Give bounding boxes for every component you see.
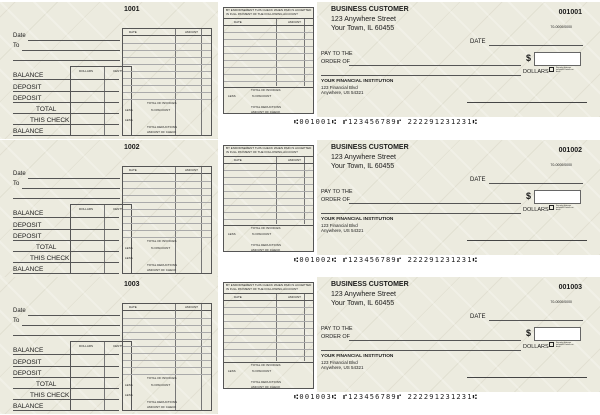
balance-label: BALANCE [13,210,44,217]
payment-voucher: BY ENDORSEMENT THIS CHECK WHEN PAID IS ACCEPTED IN FULL PAYMENT OF THE FOLLOWING ACCOUNT DATE AMOUNT TOTAL OF INVOICES LESS % DISCOUNT TOTAL DEDUCTIONS AMOUNT OF CHECK [223,145,314,252]
business-street: 123 Anywhere Street [331,154,396,161]
dollars-label: DOLLARS [523,344,549,350]
stub-memo-line[interactable] [13,198,120,199]
check-row [0,277,600,414]
check-date-line[interactable] [489,45,583,46]
security-note: Security features included. Details on back. [556,342,574,349]
payee-line[interactable] [349,340,521,341]
security-note: Security features included. Details on back. [556,67,574,74]
stub-number: 1002 [124,144,140,151]
stub-invoice-ledger: DATE AMOUNT TOTAL OF INVOICES LESS % DISCOUNT LESS TOTAL DEDUCTIONS AMOUNT OF CHECK [122,303,212,411]
amount-words-line[interactable] [321,350,521,351]
this-check-label: THIS CHECK [30,255,70,262]
check-date-label: DATE [470,314,486,320]
business-name: BUSINESS CUSTOMER [331,144,409,151]
check-row [0,2,600,139]
amount-words-line[interactable] [321,213,521,214]
business-name: BUSINESS CUSTOMER [331,281,409,288]
stub-date-label: Date [13,33,26,39]
check-stub [0,277,218,414]
deposit-label: DEPOSIT [13,222,42,229]
stub-invoice-ledger: DATE AMOUNT TOTAL OF INVOICES LESS % DISCOUNT LESS TOTAL DEDUCTIONS AMOUNT OF CHECK [122,28,212,136]
total-label: TOTAL [36,381,57,388]
payee-line[interactable] [349,65,521,66]
voucher-endorsement-note: BY ENDORSEMENT THIS CHECK WHEN PAID IS ACCEPTED IN FULL PAYMENT OF THE FOLLOWING ACCOUNT [226,8,312,16]
bank-info [321,78,393,96]
deposit-label-2: DEPOSIT [13,95,42,102]
check-number: 001002 [558,147,582,154]
security-note: Security features included. Details on back. [556,205,574,212]
micr-line: ⑆001003⑆ ⑈123456789⑈ 222291231231⑆ [294,393,479,401]
ledger-col-amount: AMOUNT [185,30,198,34]
col-dollars: DOLLARS [79,207,94,211]
col-dollars: DOLLARS [79,344,94,348]
pay-to-label: PAY TO THE ORDER OF [321,326,353,340]
dollars-label: DOLLARS [523,69,549,75]
ledger-col-date: DATE [129,168,137,172]
stub-date-line[interactable] [28,315,120,316]
amount-box[interactable] [534,52,581,66]
balance-final-label: BALANCE [13,266,44,273]
deposit-label-2: DEPOSIT [13,370,42,377]
total-label: TOTAL [36,106,57,113]
check-face [317,2,600,117]
col-cents: CENTS [113,207,124,211]
stub-date-line[interactable] [28,40,120,41]
col-cents: CENTS [113,69,124,73]
signature-line[interactable] [467,240,587,241]
micr-line: ⑆001001⑆ ⑈123456789⑈ 222291231231⑆ [294,118,479,126]
business-city: Your Town, IL 60455 [331,25,395,32]
business-city: Your Town, IL 60455 [331,163,395,170]
check-date-label: DATE [470,177,486,183]
check-date-line[interactable] [489,183,583,184]
balance-label: BALANCE [13,347,44,354]
stub-memo-line[interactable] [13,60,120,61]
padlock-icon [549,205,554,210]
signature-line[interactable] [467,102,587,103]
ledger-col-amount: AMOUNT [185,305,198,309]
stub-to-line[interactable] [22,50,120,51]
bank-name: YOUR FINANCIAL INSTITUTION [321,217,394,222]
stub-date-line[interactable] [28,178,120,179]
check-stub [0,2,218,139]
dollars-label: DOLLARS [523,207,549,213]
bank-street: 123 Financial Blvd [321,222,358,228]
business-street: 123 Anywhere Street [331,291,396,298]
check-number: 001001 [558,9,582,16]
balance-label: BALANCE [13,72,44,79]
payment-voucher: BY ENDORSEMENT THIS CHECK WHEN PAID IS ACCEPTED IN FULL PAYMENT OF THE FOLLOWING ACCOUNT DATE AMOUNT TOTAL OF INVOICES LESS % DISCOUNT TOTAL DEDUCTIONS AMOUNT OF CHECK [223,7,314,114]
ledger-col-date: DATE [129,305,137,309]
check-face [317,277,600,392]
bank-name: YOUR FINANCIAL INSTITUTION [321,79,394,84]
amount-box[interactable] [534,327,581,341]
check-date-label: DATE [470,39,486,45]
ledger-col-date: DATE [129,30,137,34]
amount-box[interactable] [534,190,581,204]
bank-street: 123 Financial Blvd [321,359,358,365]
voucher-table: DATE AMOUNT [224,18,313,86]
stub-to-line[interactable] [22,188,120,189]
check-row [0,140,600,277]
micr-line: ⑆001002⑆ ⑈123456789⑈ 222291231231⑆ [294,256,479,264]
pay-to-label: PAY TO THE ORDER OF [321,189,353,203]
stub-invoice-ledger: DATE AMOUNT TOTAL OF INVOICES LESS % DISCOUNT LESS TOTAL DEDUCTIONS AMOUNT OF CHECK [122,166,212,274]
stub-number: 1001 [124,6,140,13]
bank-name: YOUR FINANCIAL INSTITUTION [321,354,394,359]
amount-words-line[interactable] [321,75,521,76]
bank-info [321,353,393,371]
stub-to-label: To [13,181,20,187]
check-number: 001003 [558,284,582,291]
dollar-sign: $ [526,328,532,338]
stub-memo-line[interactable] [13,335,120,336]
this-check-label: THIS CHECK [30,392,70,399]
voucher-table: DATE AMOUNT [224,156,313,224]
bank-info [321,216,393,234]
payee-line[interactable] [349,203,521,204]
col-dollars: DOLLARS [79,69,94,73]
bank-city: Anywhere, US 54321 [321,228,364,233]
payment-voucher: BY ENDORSEMENT THIS CHECK WHEN PAID IS ACCEPTED IN FULL PAYMENT OF THE FOLLOWING ACCOUNT DATE AMOUNT TOTAL OF INVOICES LESS % DISCOUNT TOTAL DEDUCTIONS AMOUNT OF CHECK [223,282,314,389]
check-date-line[interactable] [489,320,583,321]
stub-to-label: To [13,43,20,49]
this-check-label: THIS CHECK [30,117,70,124]
deposit-label: DEPOSIT [13,84,42,91]
deposit-label: DEPOSIT [13,359,42,366]
total-label: TOTAL [36,244,57,251]
routing-fraction: 70-0000/0000 [550,300,572,304]
stub-date-label: Date [13,308,26,314]
bank-city: Anywhere, US 54321 [321,90,364,95]
stub-number: 1003 [124,281,140,288]
check-stub [0,140,218,277]
dollar-sign: $ [526,53,532,63]
deposit-label-2: DEPOSIT [13,233,42,240]
stub-date-label: Date [13,171,26,177]
stub-to-label: To [13,318,20,324]
check-face [317,140,600,255]
pay-to-label: PAY TO THE ORDER OF [321,51,353,65]
routing-fraction: 70-0000/0000 [550,25,572,29]
ledger-col-amount: AMOUNT [185,168,198,172]
balance-final-label: BALANCE [13,128,44,135]
voucher-endorsement-note: BY ENDORSEMENT THIS CHECK WHEN PAID IS ACCEPTED IN FULL PAYMENT OF THE FOLLOWING ACCOUNT [226,283,312,291]
stub-to-line[interactable] [22,325,120,326]
routing-fraction: 70-0000/0000 [550,163,572,167]
balance-final-label: BALANCE [13,403,44,410]
voucher-endorsement-note: BY ENDORSEMENT THIS CHECK WHEN PAID IS ACCEPTED IN FULL PAYMENT OF THE FOLLOWING ACCOUNT [226,146,312,154]
signature-line[interactable] [467,377,587,378]
voucher-table: DATE AMOUNT [224,293,313,361]
col-cents: CENTS [113,344,124,348]
business-street: 123 Anywhere Street [331,16,396,23]
business-name: BUSINESS CUSTOMER [331,6,409,13]
bank-street: 123 Financial Blvd [321,84,358,90]
bank-city: Anywhere, US 54321 [321,365,364,370]
padlock-icon [549,342,554,347]
dollar-sign: $ [526,191,532,201]
business-city: Your Town, IL 60455 [331,300,395,307]
padlock-icon [549,67,554,72]
